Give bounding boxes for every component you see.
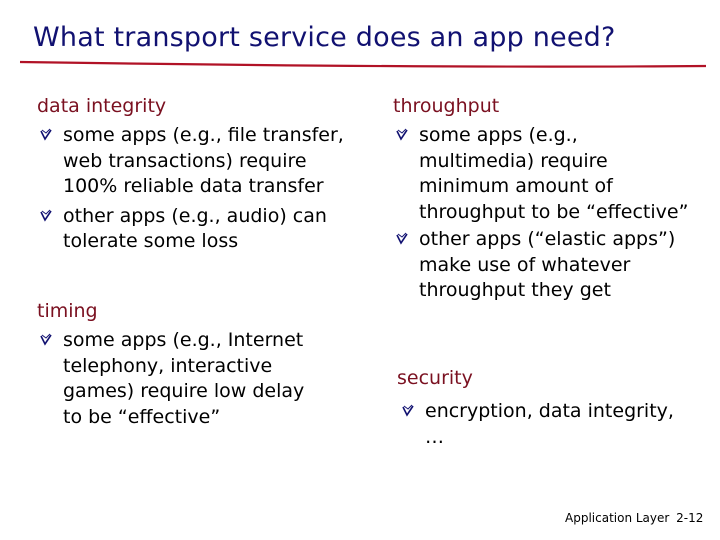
data-integrity-section <box>37 94 347 255</box>
list-item: some apps (e.g., file transfer, web transactions) require 100% reliable data transfer <box>63 123 347 200</box>
list-item: other apps (e.g., audio) can tolerate some loss <box>63 204 347 255</box>
slide-title: What transport service does an app need? <box>33 22 616 53</box>
security-section <box>397 366 697 450</box>
list-item: some apps (e.g., Internet telephony, interactive games) require low delay to be “effective” <box>63 328 327 430</box>
title-underline <box>18 56 708 74</box>
page-number: 2-12 <box>676 511 704 525</box>
timing-section <box>37 299 327 430</box>
list-item: encryption, data integrity, … <box>425 399 697 450</box>
section-heading: security <box>397 367 473 389</box>
checkmark-arrow-icon <box>401 404 415 418</box>
section-heading: throughput <box>393 95 500 117</box>
list-item: some apps (e.g., multimedia) require minimum amount of throughput to be “effective” <box>419 123 693 225</box>
section-heading: timing <box>37 300 98 322</box>
checkmark-arrow-icon <box>395 128 409 142</box>
throughput-section <box>393 94 693 304</box>
checkmark-arrow-icon <box>39 209 53 223</box>
list-item: other apps (“elastic apps”) make use of whatever throughput they get <box>419 227 693 304</box>
slide-footer <box>565 511 706 525</box>
section-heading: data integrity <box>37 95 167 117</box>
footer-section: Application Layer <box>565 511 670 525</box>
checkmark-arrow-icon <box>39 333 53 347</box>
checkmark-arrow-icon <box>39 128 53 142</box>
checkmark-arrow-icon <box>395 232 409 246</box>
